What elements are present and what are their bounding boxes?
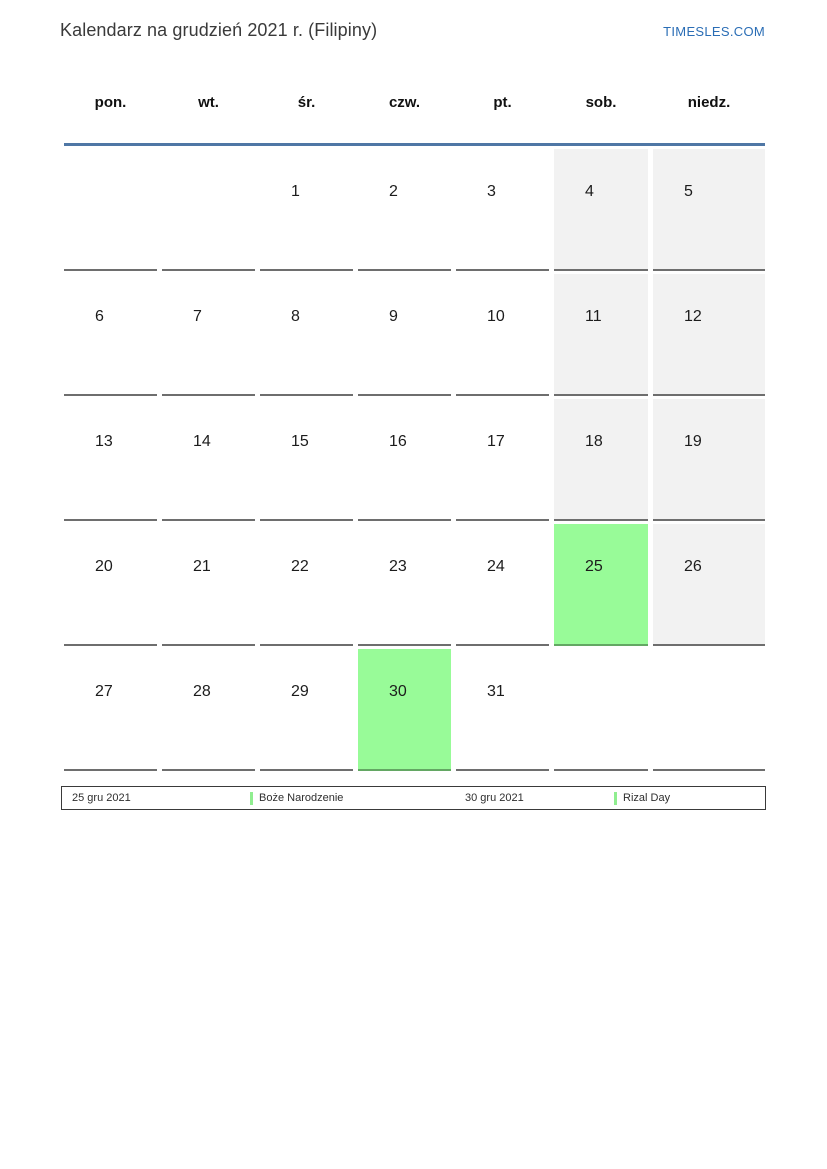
site-link[interactable]: TIMESLES.COM — [663, 24, 765, 39]
day-number: 1 — [291, 183, 300, 200]
day-number: 11 — [585, 308, 602, 325]
day-number: 20 — [95, 558, 113, 575]
day-cell — [554, 649, 648, 771]
day-cell — [162, 274, 255, 396]
weekday-label-mon: pon. — [94, 94, 127, 111]
day-number: 17 — [487, 433, 505, 450]
day-cell — [162, 649, 255, 771]
weekday-label-thu: czw. — [388, 94, 421, 111]
holiday-legend — [61, 786, 766, 810]
weekday-label-sat: sob. — [585, 94, 617, 111]
page-title: Kalendarz na grudzień 2021 r. (Filipiny) — [60, 20, 378, 40]
day-number: 25 — [585, 558, 603, 575]
day-cell — [653, 274, 765, 396]
day-number: 18 — [585, 433, 603, 450]
day-cell — [64, 149, 157, 271]
day-number: 19 — [684, 433, 702, 450]
day-cell — [358, 649, 451, 771]
day-cell — [653, 524, 765, 646]
day-number: 27 — [95, 683, 113, 700]
weekday-label-sun: niedz. — [687, 94, 731, 111]
day-cell — [260, 524, 353, 646]
day-number: 8 — [291, 308, 300, 325]
day-cell — [64, 524, 157, 646]
day-cell — [456, 274, 549, 396]
day-cell — [260, 649, 353, 771]
legend-date: 25 gru 2021 — [72, 792, 131, 804]
day-number: 28 — [193, 683, 211, 700]
day-cell — [162, 399, 255, 521]
day-cell — [653, 399, 765, 521]
day-cell — [358, 399, 451, 521]
day-cell — [358, 274, 451, 396]
day-number: 30 — [389, 683, 407, 700]
calendar-grid — [64, 146, 765, 771]
day-cell — [456, 149, 549, 271]
day-cell — [358, 524, 451, 646]
legend-holiday — [250, 787, 343, 809]
weekday-label-tue: wt. — [198, 94, 219, 111]
legend-holiday-name: Rizal Day — [623, 792, 671, 804]
holiday-marker-icon — [250, 792, 253, 805]
day-number: 26 — [684, 558, 702, 575]
day-cell — [162, 524, 255, 646]
day-number: 3 — [487, 183, 496, 200]
day-cell — [260, 399, 353, 521]
weekday-label-wed: śr. — [297, 94, 316, 111]
day-cell — [260, 274, 353, 396]
day-cell — [653, 649, 765, 771]
day-number: 21 — [193, 558, 211, 575]
day-number: 24 — [487, 558, 505, 575]
legend-date: 30 gru 2021 — [465, 792, 524, 804]
day-number: 13 — [95, 433, 113, 450]
day-number: 7 — [193, 308, 202, 325]
day-cell — [554, 524, 648, 646]
day-number: 4 — [585, 183, 594, 200]
day-number: 22 — [291, 558, 309, 575]
day-number: 10 — [487, 308, 505, 325]
day-cell — [456, 524, 549, 646]
day-number: 31 — [487, 683, 505, 700]
day-cell — [64, 399, 157, 521]
day-cell — [554, 399, 648, 521]
weekday-label-fri: pt. — [493, 94, 512, 111]
day-number: 14 — [193, 433, 211, 450]
day-cell — [653, 149, 765, 271]
day-number: 23 — [389, 558, 407, 575]
day-cell — [358, 149, 451, 271]
legend-holiday — [614, 787, 670, 809]
day-cell — [554, 149, 648, 271]
day-cell — [260, 149, 353, 271]
day-cell — [64, 649, 157, 771]
day-number: 9 — [389, 308, 398, 325]
day-cell — [456, 649, 549, 771]
day-number: 2 — [389, 183, 398, 200]
page-header — [60, 20, 765, 41]
holiday-marker-icon — [614, 792, 617, 805]
day-number: 16 — [389, 433, 407, 450]
day-number: 15 — [291, 433, 309, 450]
legend-holiday-name: Boże Narodzenie — [259, 792, 344, 804]
day-cell — [162, 149, 255, 271]
day-number: 6 — [95, 308, 104, 325]
day-number: 12 — [684, 308, 702, 325]
day-cell — [64, 274, 157, 396]
weekday-header — [64, 85, 765, 146]
day-cell — [456, 399, 549, 521]
day-cell — [554, 274, 648, 396]
day-number: 5 — [684, 183, 693, 200]
day-number: 29 — [291, 683, 309, 700]
